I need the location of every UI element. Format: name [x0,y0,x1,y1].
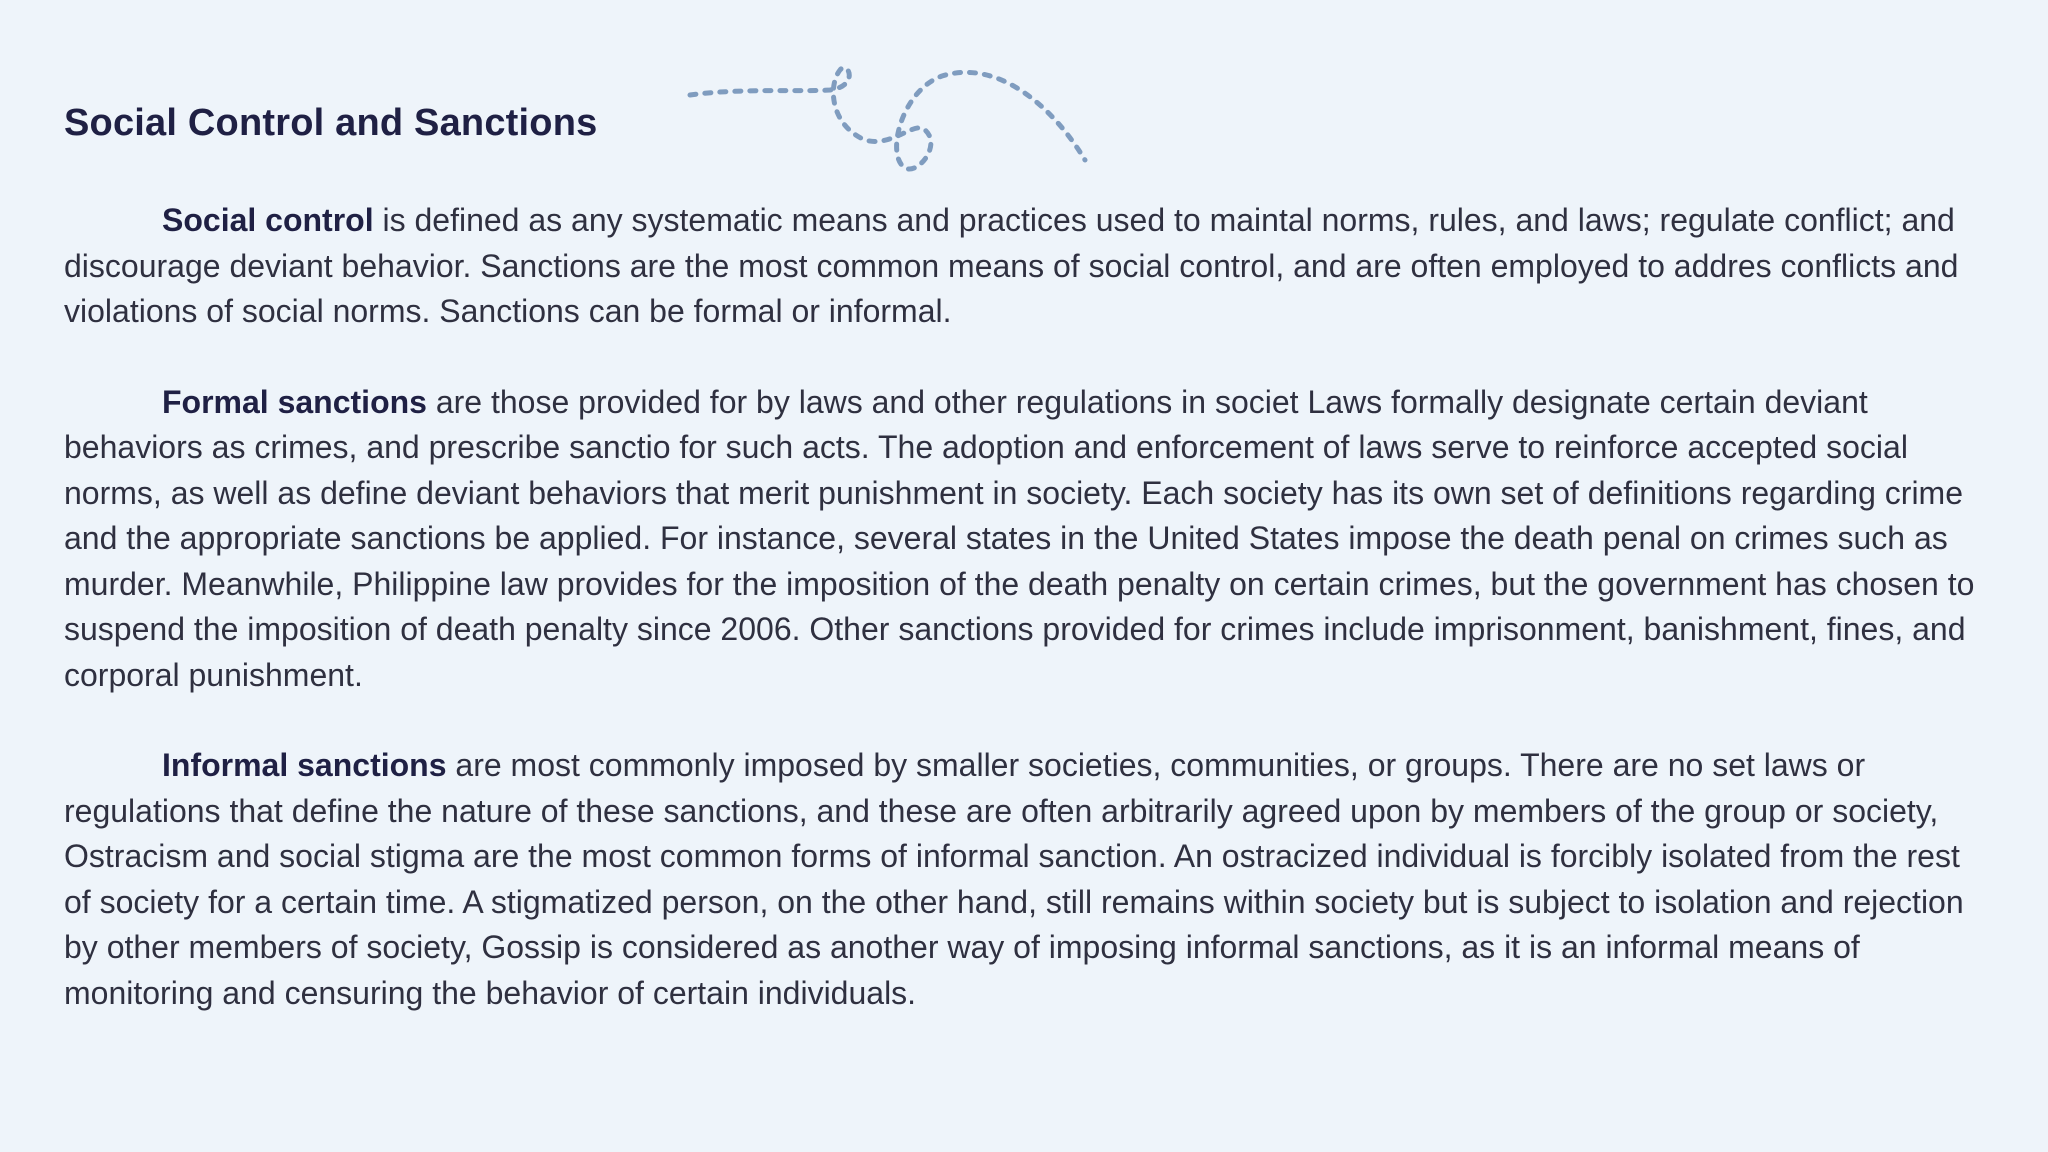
slide-body [64,198,1984,1061]
slide-title: Social Control and Sanctions [64,102,598,144]
paragraph-social-control [64,198,1984,335]
paragraph-text: are most commonly imposed by smaller societies, communities, or groups. There are no set laws or regulations that define the nature of these sanctions, and these are often arbitrarily agreed upon by members of the group or society, Ostracism and social stigma are the most common forms of informal sanction. An ostracized individual is forcibly isolated from the rest of society for a certain time. A stigmatized person, on the other hand, still remains within society but is subject to isolation and rejection by other members of society, Gossip is considered as another way of imposing informal sanctions, as it is an informal means of monitoring and censuring the behavior of certain individuals. [64,747,1964,1011]
paragraph-text: is defined as any systematic means and practices used to maintal norms, rules, and laws; regulate conflict; and discourage deviant behavior. Sanctions are the most common means of social control, and are often employed to addres conflicts and violations of social norms. Sanctions can be formal or informal. [64,202,1959,329]
term-informal-sanctions: Informal sanctions [162,747,447,783]
paragraph-text: are those provided for by laws and other regulations in societ Laws formally designate certain deviant behaviors as crimes, and prescribe sanctio for such acts. The adoption and enforcement of laws serve to reinforce accepted social norms, as well as define deviant behaviors that merit punishment in society. Each society has its own set of definitions regarding crime and the appropriate sanctions be applied. For instance, several states in the United States impose the death penal on crimes such as murder. Meanwhile, Philippine law provides for the imposition of the death penalty on certain crimes, but the government has chosen to suspend the imposition of death penalty since 2006. Other sanctions provided for crimes include imprisonment, banishment, fines, and corporal punishment. [64,383,1975,693]
term-formal-sanctions: Formal sanctions [162,383,427,420]
paragraph-formal-sanctions [64,380,1984,699]
dotted-squiggle-decoration [680,50,1100,185]
paragraph-informal-sanctions [64,743,1984,1016]
term-social-control: Social control [162,202,374,238]
